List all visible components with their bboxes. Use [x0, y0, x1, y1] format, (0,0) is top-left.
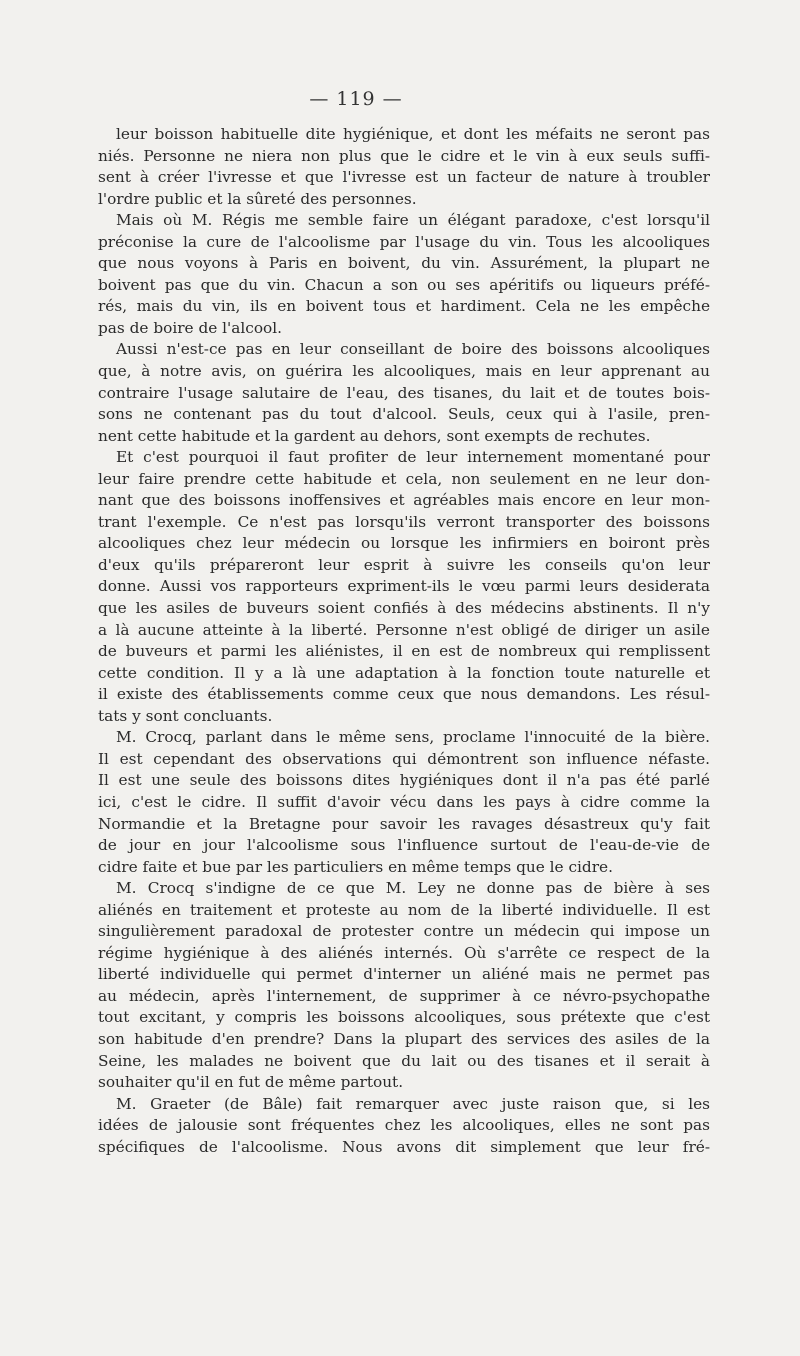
text-line: nant que des boissons inoffensives et agréables mais encore en leur mon- — [98, 491, 710, 510]
paragraph — [98, 727, 710, 878]
text-line: spécifiques de l'alcoolisme. Nous avons dit simplement que leur fré- — [98, 1137, 710, 1156]
text-line: Seine, les malades ne boivent que du lait ou des tisanes et il serait à — [98, 1051, 710, 1070]
text-line: cidre faite et bue par les particuliers en même temps que le cidre. — [98, 857, 613, 876]
text-line: leur faire prendre cette habitude et cela, non seulement en ne leur don- — [98, 469, 710, 488]
text-line: a là aucune atteinte à la liberté. Personne n'est obligé de diriger un asile — [98, 620, 710, 639]
text-line: M. Crocq, parlant dans le même sens, proclame l'innocuité de la bière. — [116, 728, 710, 747]
text-line: pas de boire de l'alcool. — [98, 318, 283, 337]
text-line: Normandie et la Bretagne pour savoir les ravages désastreux qu'y fait — [98, 814, 710, 833]
text-line: au médecin, après l'internement, de supprimer à ce névro-psychopathe — [98, 986, 710, 1005]
text-line: alcooliques chez leur médecin ou lorsque les infirmiers en boiront près — [98, 534, 710, 553]
text-line: contraire l'usage salutaire de l'eau, des tisanes, du lait et de toutes bois- — [98, 383, 710, 402]
text-line: que nous voyons à Paris en boivent, du vin. Assurément, la plupart ne — [98, 254, 710, 273]
text-line: M. Graeter (de Bâle) fait remarquer avec juste raison que, si les — [116, 1094, 710, 1113]
paragraph — [98, 447, 710, 727]
text-line: souhaiter qu'il en fut de même partout. — [98, 1073, 404, 1092]
paragraph — [98, 339, 710, 447]
text-line: l'ordre public et la sûreté des personnes. — [98, 189, 417, 208]
text-line: idées de jalousie sont fréquentes chez les alcooliques, elles ne sont pas — [98, 1116, 710, 1135]
text-line: Aussi n'est-ce pas en leur conseillant de boire des boissons alcooliques — [116, 340, 710, 359]
text-line: Il est cependant des observations qui démontrent son influence néfaste. — [98, 749, 710, 768]
text-line: régime hygiénique à des aliénés internés. Où s'arrête ce respect de la — [98, 943, 710, 962]
text-line: sons ne contenant pas du tout d'alcool. Seuls, ceux qui à l'asile, pren- — [98, 405, 710, 424]
text-line: Il est une seule des boissons dites hygiéniques dont il n'a pas été parlé — [98, 771, 710, 790]
text-line: de buveurs et parmi les aliénistes, il en est de nombreux qui remplissent — [98, 642, 710, 661]
paragraph — [98, 878, 710, 1093]
text-line: son habitude d'en prendre? Dans la plupart des services des asiles de la — [98, 1029, 710, 1048]
page-number: — 119 — — [309, 88, 403, 110]
text-line: Et c'est pourquoi il faut profiter de leur internement momentané pour — [116, 448, 710, 467]
paragraph — [98, 124, 710, 210]
text-line: de jour en jour l'alcoolisme sous l'influence surtout de l'eau-de-vie de — [98, 836, 710, 855]
text-line: boivent pas que du vin. Chacun a son ou ses apéritifs ou liqueurs préfé- — [98, 275, 710, 294]
text-line: rés, mais du vin, ils en boivent tous et hardiment. Cela ne les empêche — [98, 297, 710, 316]
text-line: M. Crocq s'indigne de ce que M. Ley ne donne pas de bière à ses — [116, 879, 710, 898]
text-line: que les asiles de buveurs soient confiés à des médecins abstinents. Il n'y — [98, 599, 710, 618]
text-line: trant l'exemple. Ce n'est pas lorsqu'ils verront transporter des boissons — [98, 512, 710, 531]
text-line: singulièrement paradoxal de protester contre un médecin qui impose un — [98, 922, 710, 941]
paragraph — [98, 1094, 710, 1159]
text-line: ici, c'est le cidre. Il suffit d'avoir vécu dans les pays à cidre comme la — [98, 792, 710, 811]
text-line: Mais où M. Régis me semble faire un élégant paradoxe, c'est lorsqu'il — [116, 211, 710, 230]
text-line: tats y sont concluants. — [98, 706, 273, 725]
text-line: cette condition. Il y a là une adaptation à la fonction toute naturelle et — [98, 663, 710, 682]
paragraph — [98, 210, 710, 339]
text-line: préconise la cure de l'alcoolisme par l'usage du vin. Tous les alcooliques — [98, 232, 710, 251]
text-line: que, à notre avis, on guérira les alcooliques, mais en leur apprenant au — [98, 362, 710, 381]
text-line: leur boisson habituelle dite hygiénique, et dont les méfaits ne seront pas — [116, 125, 710, 143]
text-line: d'eux qu'ils prépareront leur esprit à suivre les conseils qu'on leur — [98, 555, 710, 574]
text-line: il existe des établissements comme ceux que nous demandons. Les résul- — [98, 685, 710, 704]
body-text — [98, 124, 710, 1158]
text-line: aliénés en traitement et proteste au nom de la liberté individuelle. Il est — [98, 900, 710, 919]
text-line: liberté individuelle qui permet d'interner un aliéné mais ne permet pas — [98, 965, 710, 984]
text-line: niés. Personne ne niera non plus que le cidre et le vin à eux seuls suffi- — [98, 146, 710, 165]
text-line: sent à créer l'ivresse et que l'ivresse est un facteur de nature à troubler — [98, 168, 710, 187]
text-line: nent cette habitude et la gardent au dehors, sont exempts de rechutes. — [98, 426, 651, 445]
text-line: tout excitant, y compris les boissons alcooliques, sous prétexte que c'est — [98, 1008, 710, 1027]
text-line: donne. Aussi vos rapporteurs expriment-ils le vœu parmi leurs desiderata — [98, 577, 710, 596]
